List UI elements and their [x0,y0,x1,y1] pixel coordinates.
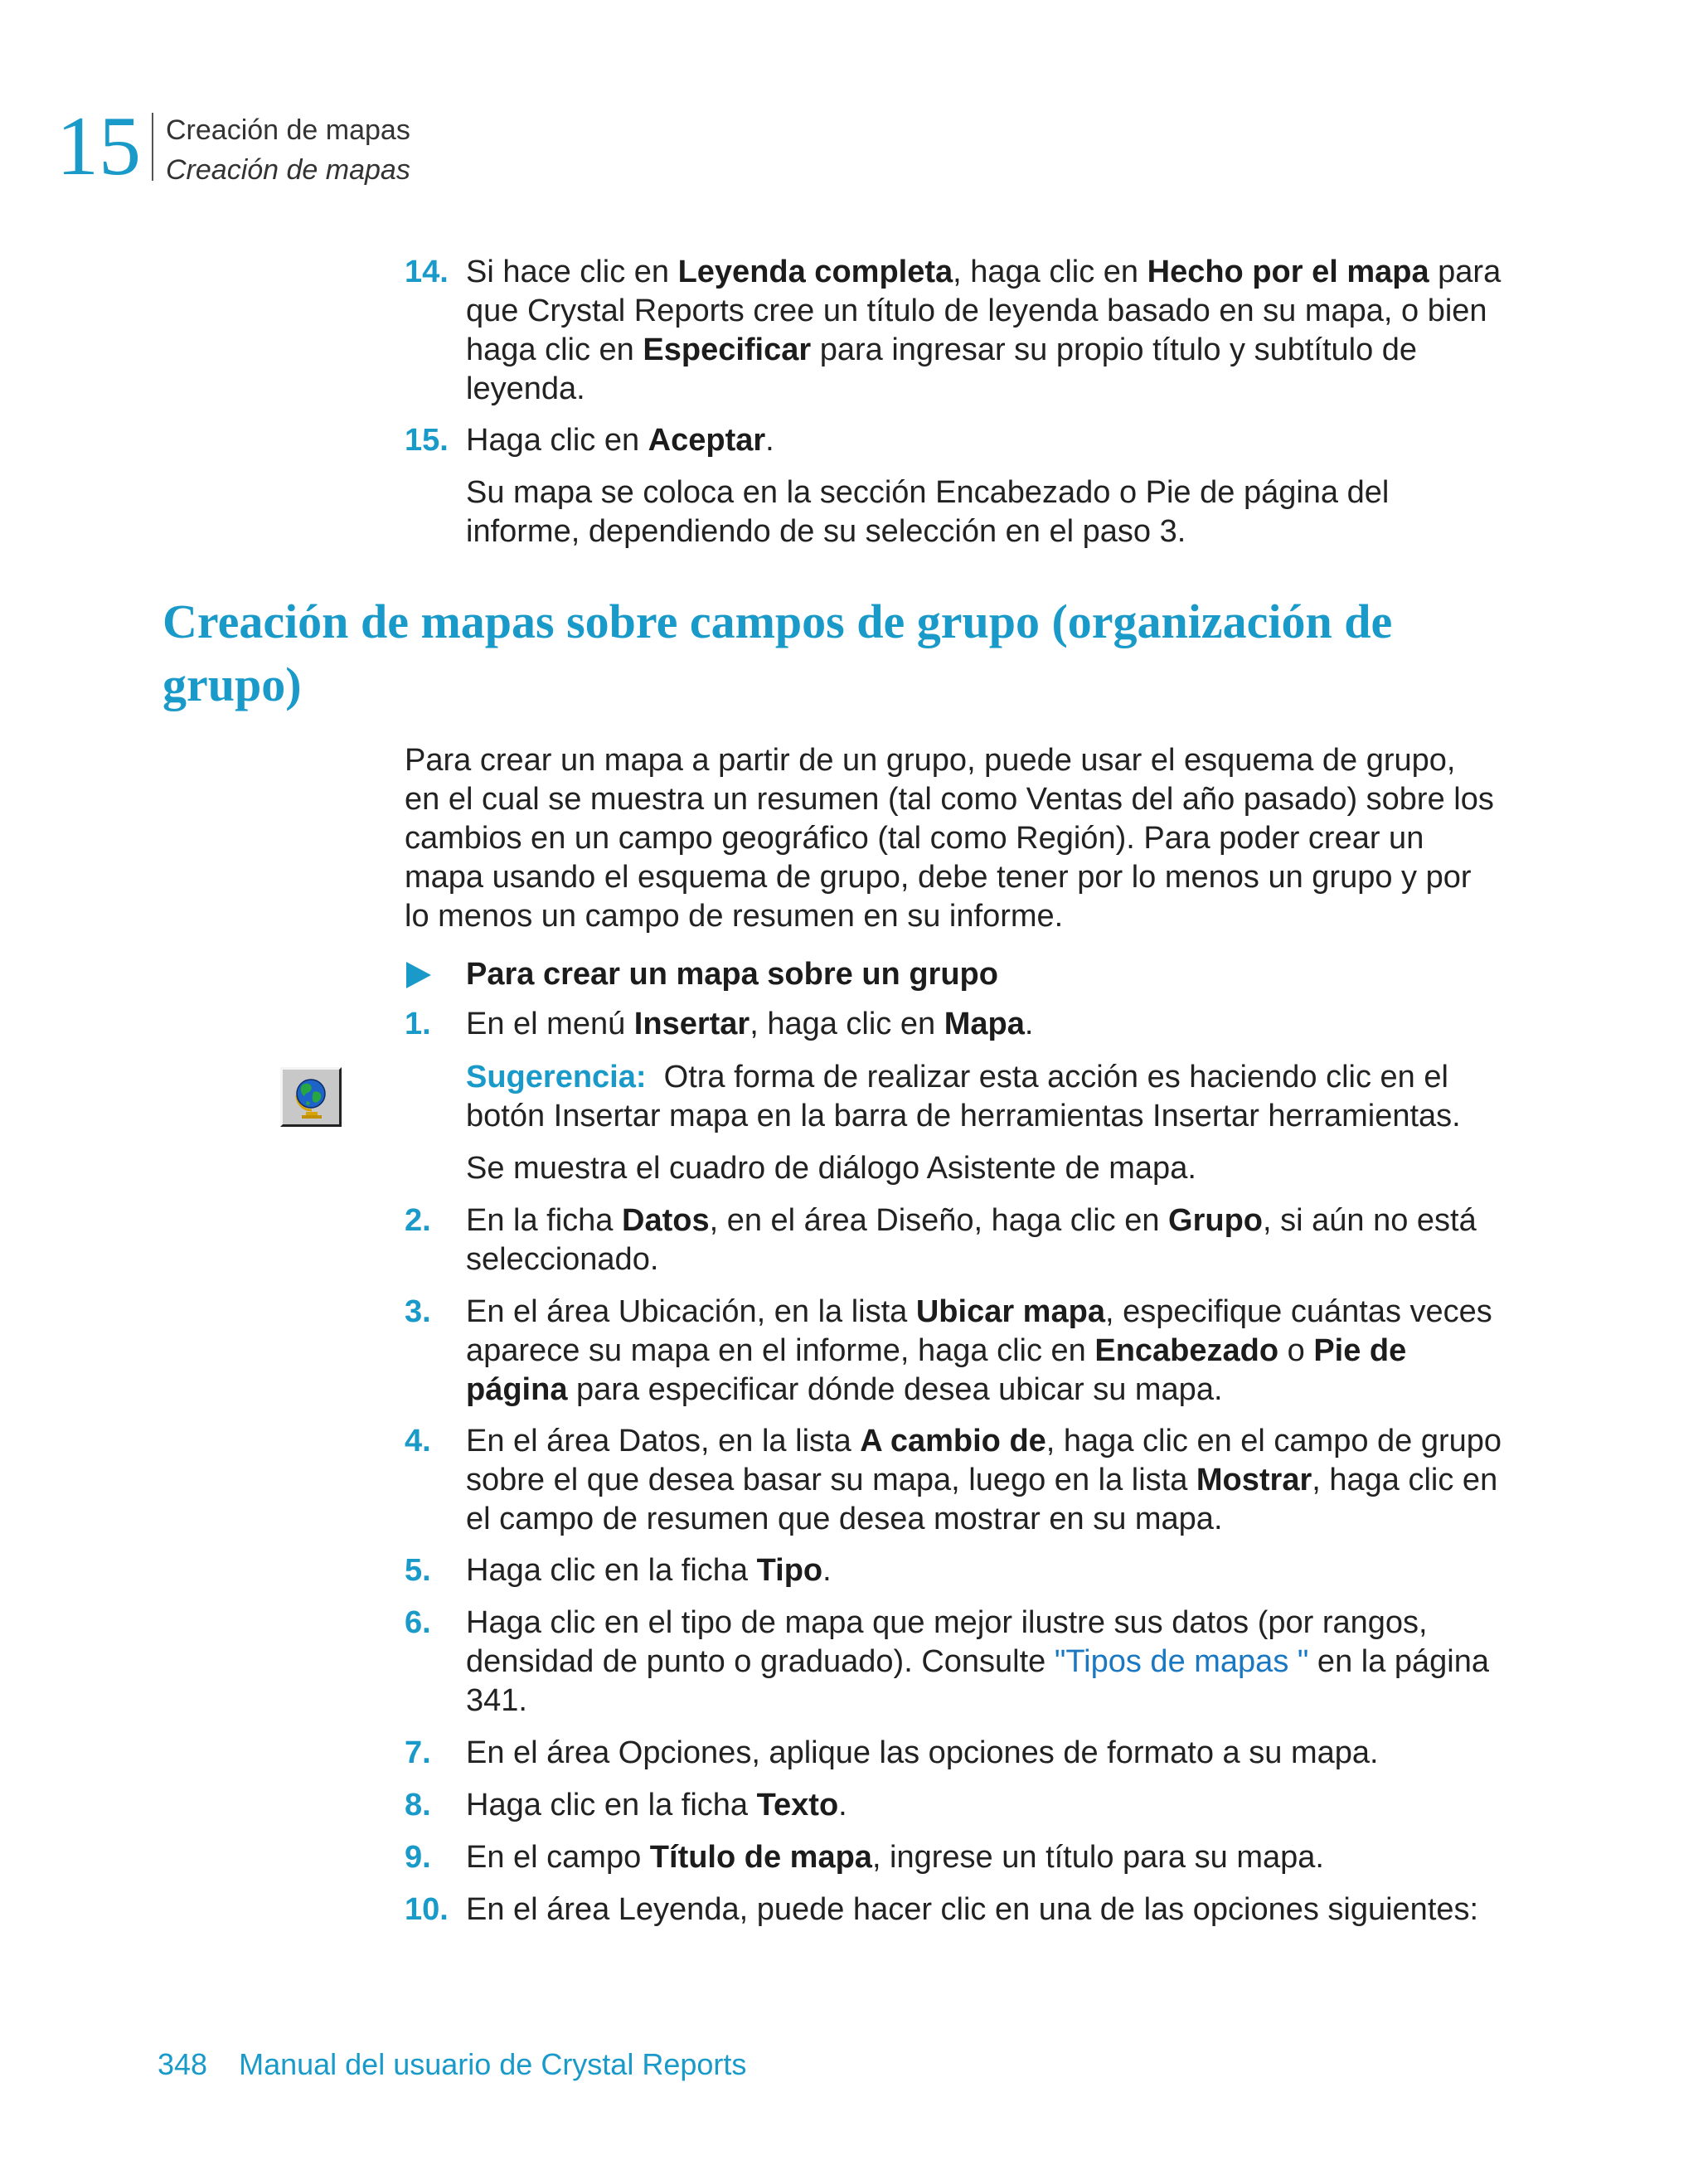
procedure-arrow-icon [406,962,431,988]
bold-term: Datos [622,1203,710,1238]
step-text [466,1734,1507,1773]
step-number: 15. [405,423,449,458]
text-run: , haga clic en el campo de resumen que desea mostrar en su mapa. [466,1463,1498,1536]
step-7 [405,1734,1507,1773]
step-number: 14. [405,255,449,289]
cross-reference-link[interactable]: "Tipos de mapas " [1054,1644,1309,1679]
chapter-number: 15 [56,99,141,193]
section-running-title: Creación de mapas [166,154,410,186]
step-text [466,1786,1507,1825]
step-3 [405,1293,1507,1410]
step-text [466,1201,1507,1279]
step-text [466,1551,1507,1590]
text-run: Haga clic en el tipo de mapa que mejor ilustre sus datos (por rangos, densidad de punto o graduado). Consulte [466,1605,1428,1679]
step-number: 1. [405,1007,431,1041]
text-run: , haga clic en [953,255,1147,289]
text-run: . [822,1553,832,1588]
page-footer [158,2045,746,2085]
text-run: En el menú [466,1007,634,1041]
bold-term: Título de mapa [649,1840,872,1875]
text-run: Haga clic en [466,423,648,458]
section-heading: Creación de mapas sobre campos de grupo (organización de grupo) [163,595,1393,711]
step-text [466,421,1507,460]
step-text [466,1890,1507,1929]
bold-term: A cambio de [860,1424,1046,1458]
step-number: 7. [405,1735,431,1770]
text-run: , ingrese un título para su mapa. [871,1840,1324,1875]
procedure-title-text: Para crear un mapa sobre un grupo [466,957,998,992]
step-text [466,253,1507,409]
bold-term: Grupo [1168,1203,1264,1238]
step-text [466,1293,1507,1410]
step-text [466,1422,1507,1539]
bold-term: Pie de página [466,1333,1407,1407]
bold-term: Hecho por el mapa [1147,255,1429,289]
bold-term: Ubicar mapa [915,1294,1105,1329]
step-1-result: Se muestra el cuadro de diálogo Asistente de mapa. [466,1151,1196,1186]
text-run: , en el área Diseño, haga clic en [709,1203,1169,1238]
bold-term: Especificar [643,332,812,367]
step-number: 8. [405,1788,431,1822]
step-15-result: Su mapa se coloca en la sección Encabezado o Pie de página del informe, dependiendo de su selección en el paso 3. [466,475,1390,549]
text-run: , si aún no está seleccionado. [466,1203,1477,1277]
text-run: En el área Leyenda, puede hacer clic en una de las opciones siguientes: [466,1892,1479,1927]
tip-note [466,1058,1507,1136]
step-number: 5. [405,1553,431,1588]
text-run: En el área Datos, en la lista [466,1424,861,1458]
bold-term: Tipo [756,1553,823,1588]
step-5 [405,1551,1507,1590]
text-run: , especifique cuántas veces aparece su mapa en el informe, haga clic en [466,1294,1492,1368]
text-run: Si hace clic en [466,255,678,289]
bold-term: Insertar [633,1007,750,1041]
text-run: en la página 341. [466,1644,1490,1718]
text-run: , haga clic en el campo de grupo sobre el que desea basar su mapa, luego en la lista [466,1424,1502,1497]
book-title: Manual del usuario de Crystal Reports [239,2047,747,2081]
step-9 [405,1838,1507,1877]
text-run: o [1278,1333,1314,1368]
tip-label: Sugerencia: [466,1060,647,1094]
step-10 [405,1890,1507,1929]
text-run: para especificar dónde desea ubicar su mapa. [567,1372,1223,1407]
step-14 [405,253,1507,409]
step-number: 9. [405,1840,431,1875]
bold-term: Mapa [944,1007,1025,1041]
step-number: 10. [405,1892,449,1927]
text-run: En el campo [466,1840,650,1875]
text-run: Haga clic en la ficha [466,1788,757,1822]
step-4 [405,1422,1507,1539]
page-number: 348 [158,2047,208,2081]
text-run: En el área Opciones, aplique las opciones de formato a su mapa. [466,1735,1379,1770]
step-15 [405,421,1507,460]
bold-term: Aceptar [648,423,766,458]
chapter-title: Creación de mapas [166,114,410,146]
step-1 [405,1005,1507,1044]
text-run: . [765,423,774,458]
step-text [466,1604,1507,1721]
text-run: , haga clic en [750,1007,944,1041]
step-number: 2. [405,1203,431,1238]
tip-text: Otra forma de realizar esta acción es haciendo clic en el botón Insertar mapa en la barra de herramientas Insertar herramientas. [466,1060,1461,1133]
step-number: 3. [405,1294,431,1329]
step-number: 4. [405,1424,431,1458]
insert-map-button-icon [280,1067,342,1127]
bold-term: Encabezado [1094,1333,1279,1368]
step-text [466,1838,1507,1877]
step-6 [405,1604,1507,1721]
bold-term: Mostrar [1196,1463,1312,1497]
header-divider [152,113,153,181]
step-text [466,1005,1507,1044]
text-run: En la ficha [466,1203,622,1238]
text-run: Haga clic en la ficha [466,1553,757,1588]
text-run: . [838,1788,847,1822]
step-number: 6. [405,1605,431,1640]
step-8 [405,1786,1507,1825]
step-2 [405,1201,1507,1279]
text-run: para ingresar su propio título y subtítulo de leyenda. [466,332,1418,406]
bold-term: Texto [756,1788,839,1822]
bold-term: Leyenda completa [677,255,953,289]
text-run: para que Crystal Reports cree un título de leyenda basado en su mapa, o bien haga clic en [466,255,1502,367]
intro-paragraph: Para crear un mapa a partir de un grupo, puede usar el esquema de grupo, en el cual se muestra un resumen (tal como Ventas del año pasado) sobre los cambios en un campo geográfico (tal como Región). Para poder crear un mapa usando el esquema de grupo, debe tener por lo menos un grupo y por lo menos un campo de resumen en su informe. [405,743,1494,934]
text-run: . [1024,1007,1034,1041]
procedure-title [405,955,1507,995]
globe-icon [288,1074,334,1120]
text-run: En el área Ubicación, en la lista [466,1294,916,1329]
